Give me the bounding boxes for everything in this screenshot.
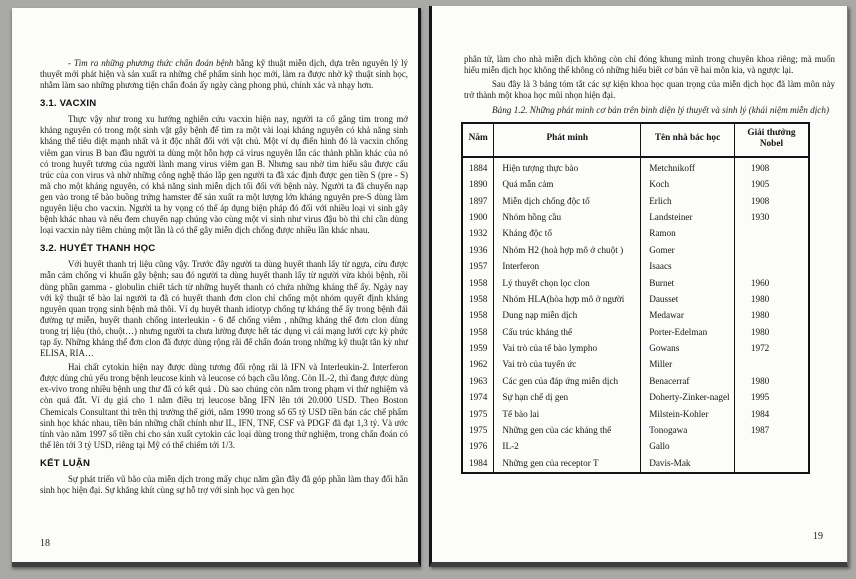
scientist-cell: Milstein-Kohler bbox=[641, 406, 735, 422]
table-row bbox=[462, 157, 809, 177]
year-cell: 1958 bbox=[469, 277, 488, 288]
intro-paragraph bbox=[40, 58, 408, 91]
table-row bbox=[462, 226, 809, 242]
year-cell: 1976 bbox=[469, 441, 488, 452]
page-number-left: 18 bbox=[40, 538, 50, 549]
table-row bbox=[462, 455, 809, 472]
invention-cell: Interferon bbox=[494, 259, 641, 275]
table-row bbox=[462, 242, 809, 258]
scientist-cell: Miller bbox=[641, 357, 735, 373]
invention-cell: Quá mẫn cảm bbox=[494, 177, 641, 193]
invention-cell: Các gen của đáp ứng miễn dịch bbox=[494, 373, 641, 389]
nobel-cell: 1930 bbox=[734, 210, 809, 226]
scientist-cell: Benacerraf bbox=[641, 373, 735, 389]
continuation-paragraph: phân tử, làm cho nhà miễn dịch không còn chỉ đóng khung mình trong chuyên khoa riêng; mà muốn hiểu miễn dịch học không thể không có những hiểu biết cơ bản về hai môn kia, và ngược lại. bbox=[464, 54, 835, 76]
table-row bbox=[462, 177, 809, 193]
year-cell: 1963 bbox=[469, 375, 488, 386]
scientist-cell: Davis-Mak bbox=[641, 455, 735, 472]
scientist-cell: Isaacs bbox=[641, 259, 735, 275]
nobel-cell: 1905 bbox=[734, 177, 809, 193]
table-row bbox=[462, 423, 809, 439]
invention-cell: Những gen của các kháng thể bbox=[494, 423, 641, 439]
invention-cell: Vai trò của tế bào lympho bbox=[494, 341, 641, 357]
nobel-cell bbox=[734, 357, 809, 373]
intro-rest: bằng kỹ thuật miễn dịch, dựa trên nguyên lý lý thuyết mới phát hiện và sản xuất ra những chế phẩm sinh học mới, làm ra được nhờ kỹ thuật sinh học, nhằm làm sao những phương tiện chẩn đoán ấy ngày càng phong phú, chính xác và nhạy hơn. bbox=[40, 58, 408, 91]
huyet-thanh-paragraph-1: Với huyết thanh trị liệu cũng vậy. Trước đây người ta dùng huyết thanh lấy từ ngựa, cừu được mẫn cảm chống vi khuẩn gây bệnh; sau đó người ta dùng huyết thanh lấy từ người vừa khỏi bệnh, rồi dùng phần gamma - globulin chiết tách từ những huyết thanh có chứa những kháng thể ấy. Ngày nay với kỹ thuật tế bào lai người ta đã có huyết thanh đơn clon chỉ chống một nhóm quyết định kháng nguyên quan trọng sinh bệnh mà thôi. Ví dụ huyết thanh idiotyp chống tự kháng thể ấy trong bệnh đái đường tự miễn, huyết thanh chống interleukin - 6 để chống viêm , những kháng thể đơn clon dùng trong trị liệu (thỏ, chuột…) nhưng người ta chưa lường được hết tác dụng vì cái mạng lưới cực kỳ phức tạp ấy. Những kháng thể đơn clon đã được dùng rộng rãi để chẩn đoán trong những kỹ thuật tân kỳ như ELISA, RIA… bbox=[40, 259, 408, 359]
year-cell: 1962 bbox=[469, 359, 488, 370]
table-row bbox=[462, 308, 809, 324]
year-cell: 1958 bbox=[469, 310, 488, 321]
invention-cell: Miễn dịch chống độc tố bbox=[494, 193, 641, 209]
scientist-cell: Metchnikoff bbox=[641, 157, 735, 177]
year-cell: 1974 bbox=[469, 392, 488, 403]
invention-cell: Tế bào lai bbox=[494, 406, 641, 422]
scientist-cell: Dausset bbox=[641, 292, 735, 308]
section-heading-huyet-thanh-hoc: 3.2. HUYẾT THANH HỌC bbox=[40, 243, 156, 255]
nobel-cell: 1980 bbox=[734, 292, 809, 308]
scientist-cell: Erlich bbox=[641, 193, 735, 209]
nobel-cell bbox=[734, 455, 809, 472]
table-row bbox=[462, 390, 809, 406]
invention-cell: Sự hạn chế dị gen bbox=[494, 390, 641, 406]
table-row bbox=[462, 373, 809, 389]
scientist-cell: Burnet bbox=[641, 275, 735, 291]
scientist-cell: Landsteiner bbox=[641, 210, 735, 226]
nobel-cell: 1972 bbox=[734, 341, 809, 357]
scientist-cell: Ramon bbox=[641, 226, 735, 242]
nobel-cell bbox=[734, 439, 809, 455]
discoveries-table bbox=[461, 122, 810, 474]
table-row bbox=[462, 210, 809, 226]
col-header-nobel: Giải thưởng Nobel bbox=[734, 123, 809, 157]
invention-cell: Nhóm H2 (hoà hợp mô ở chuột ) bbox=[494, 242, 641, 258]
scientist-cell: Medawar bbox=[641, 308, 735, 324]
year-cell: 1897 bbox=[469, 195, 488, 206]
table-row bbox=[462, 357, 809, 373]
col-header-year: Năm bbox=[462, 123, 494, 157]
table-row bbox=[462, 324, 809, 340]
year-cell: 1975 bbox=[469, 424, 488, 435]
year-cell: 1932 bbox=[469, 228, 488, 239]
nobel-cell: 1960 bbox=[734, 275, 809, 291]
section-heading-vacxin: 3.1. VACXIN bbox=[40, 98, 97, 110]
discoveries-table-body bbox=[462, 157, 809, 473]
page-left bbox=[12, 8, 421, 567]
ket-luan-paragraph: Sự phát triển vũ bão của miễn dịch trong mấy chục năm gần đây đã góp phần làm thay đổi hẳn sinh học hiện đại. Sự khăng khít cùng sự hỗ trợ với sinh học và gen học bbox=[40, 473, 408, 495]
year-cell: 1936 bbox=[469, 244, 488, 255]
table-row bbox=[462, 341, 809, 357]
nobel-cell: 1980 bbox=[734, 308, 809, 324]
invention-cell: Lý thuyết chọn lọc clon bbox=[494, 275, 641, 291]
table-caption: Bảng 1.2. Những phát minh cơ bản trên bình diện lý thuyết và sinh lý (khái niệm miễn dịch) bbox=[492, 105, 830, 116]
scientist-cell: Gomer bbox=[641, 242, 735, 258]
year-cell: 1958 bbox=[469, 326, 488, 337]
nobel-cell bbox=[734, 226, 809, 242]
year-cell: 1959 bbox=[469, 343, 488, 354]
invention-cell: Hiện tượng thực bào bbox=[494, 157, 641, 177]
table-row bbox=[462, 439, 809, 455]
year-cell: 1958 bbox=[469, 293, 488, 304]
year-cell: 1957 bbox=[469, 261, 488, 272]
table-row bbox=[462, 193, 809, 209]
nobel-cell bbox=[734, 242, 809, 258]
table-row bbox=[462, 292, 809, 308]
table-row bbox=[462, 259, 809, 275]
invention-cell: Những gen của receptor T bbox=[494, 455, 641, 472]
nobel-cell: 1984 bbox=[734, 406, 809, 422]
year-cell: 1975 bbox=[469, 408, 488, 419]
nobel-cell bbox=[734, 259, 809, 275]
year-cell: 1884 bbox=[469, 162, 488, 173]
invention-cell: Nhóm hồng cầu bbox=[494, 210, 641, 226]
nobel-cell: 1995 bbox=[734, 390, 809, 406]
table-row bbox=[462, 275, 809, 291]
invention-cell: IL-2 bbox=[494, 439, 641, 455]
invention-cell: Nhóm HLA(hòa hợp mô ở người bbox=[494, 292, 641, 308]
year-cell: 1984 bbox=[469, 457, 488, 468]
nobel-cell: 1980 bbox=[734, 324, 809, 340]
nobel-cell: 1908 bbox=[734, 193, 809, 209]
invention-cell: Kháng độc tố bbox=[494, 226, 641, 242]
page-number-right: 19 bbox=[813, 531, 823, 542]
scientist-cell: Gallo bbox=[641, 439, 735, 455]
tables-intro-paragraph: Sau đây là 3 bảng tóm tắt các sự kiện khoa học quan trọng của miễn dịch học đã làm môn này trở thành một khoa học mũi nhọn hiện đại. bbox=[464, 79, 835, 101]
intro-lead-italic: - Tìm ra những phương thức chẩn đoán bệnh bbox=[68, 58, 234, 68]
section-heading-ket-luan: KẾT LUẬN bbox=[40, 457, 91, 469]
invention-cell: Dung nạp miễn dịch bbox=[494, 308, 641, 324]
col-header-invention: Phát minh bbox=[494, 123, 641, 157]
page-right bbox=[429, 6, 848, 567]
scientist-cell: Koch bbox=[641, 177, 735, 193]
table-header-row bbox=[462, 123, 809, 157]
scientist-cell: Porter-Edelman bbox=[641, 324, 735, 340]
nobel-cell: 1908 bbox=[734, 157, 809, 177]
table-row bbox=[462, 406, 809, 422]
scientist-cell: Doherty-Zinker-nagel bbox=[641, 390, 735, 406]
year-cell: 1890 bbox=[469, 179, 488, 190]
nobel-cell: 1980 bbox=[734, 373, 809, 389]
vacxin-paragraph: Thực vậy như trong xu hướng nghiên cứu vacxin hiện nay, người ta cố gắng tìm trong mớ kháng nguyên có trong một sinh vật gây bệnh để tìm ra một vài loại kháng nguyên có khả năng sinh kháng thể tiêu diệt mạnh nhất và ít độc nhất đối với vật chủ. Một ví dụ điển hình đó là vacxin chống viêm gan virus B ban đầu người ta dùng một hỗn hợp cả virus nguyên lẫn các thành phần khác của nó có trong huyết tương của người lành mang virus viêm gan B. Nhưng sau nhờ tìm hiểu sâu được cấu trúc của con virus và nhờ những công nghệ tháo lắp gen người ta đã xác định được gen tiền S (pre - S) mã cho một kháng nguyên, có khả năng sinh miễn dịch tối đối với bệnh này. Người ta đã chuyển nạp gen vào trong tế bào buồng trứng hamster để sản xuất ra một lượng lớn kháng nguyên pre-S dùng làm nguyên liệu cho vacxin. Người ta hy vọng có thể áp dụng biện pháp đó đối với nhiều loại vi sinh gây bệnh khác nhau và nếu đem chuyển nạp chúng vào cùng một vi sinh như virus đậu bò thì chỉ cần dùng loại vacxin này tiêm chủng một lần là có thể gây miễn dịch chống được nhiều lần khác nhau. bbox=[40, 114, 408, 236]
invention-cell: Vai trò của tuyến ức bbox=[494, 357, 641, 373]
year-cell: 1900 bbox=[469, 212, 488, 223]
col-header-scientist: Tên nhà bác học bbox=[641, 123, 735, 157]
invention-cell: Cấu trúc kháng thể bbox=[494, 324, 641, 340]
scientist-cell: Gowans bbox=[641, 341, 735, 357]
nobel-cell: 1987 bbox=[734, 423, 809, 439]
huyet-thanh-paragraph-2: Hai chất cytokin hiện nay được dùng tương đối rộng rãi là IFN và Interleukin-2. Interferon được dùng chủ yếu trong bệnh leucose kinh và leucose có bạch cầu lông. Còn IL-2, thì đang được dùng ex-vivo trong nhiều bệnh ung thư đã có kết quả . Dù sao chúng còn nằm trong phạm vi thử nghiệm và còn quá đắt. Ví dụ giá cho 1 năm điều trị leucose bằng IFN lên tới 20.000 USD. Theo Boston Chemicals Consultant thì trên thị trường thế giới, năm 1990 trong số 65 tỷ USD tiền bán các chế phẩm sinh học khác nhau, tiền bán những chất chính như IL, IFN, TNF, CSF và PDGF đã đạt 1,3 tỷ. Và ước tính vào năm 1997 số tiền chi cho sản xuất cytokin các loại dùng trong thử nghiệm, trong chẩn đoán có thể lên tới 3 tỷ USD, riêng tại Mỹ có thể chiếm tới 1/3. bbox=[40, 362, 408, 450]
scientist-cell: Tonogawa bbox=[641, 423, 735, 439]
